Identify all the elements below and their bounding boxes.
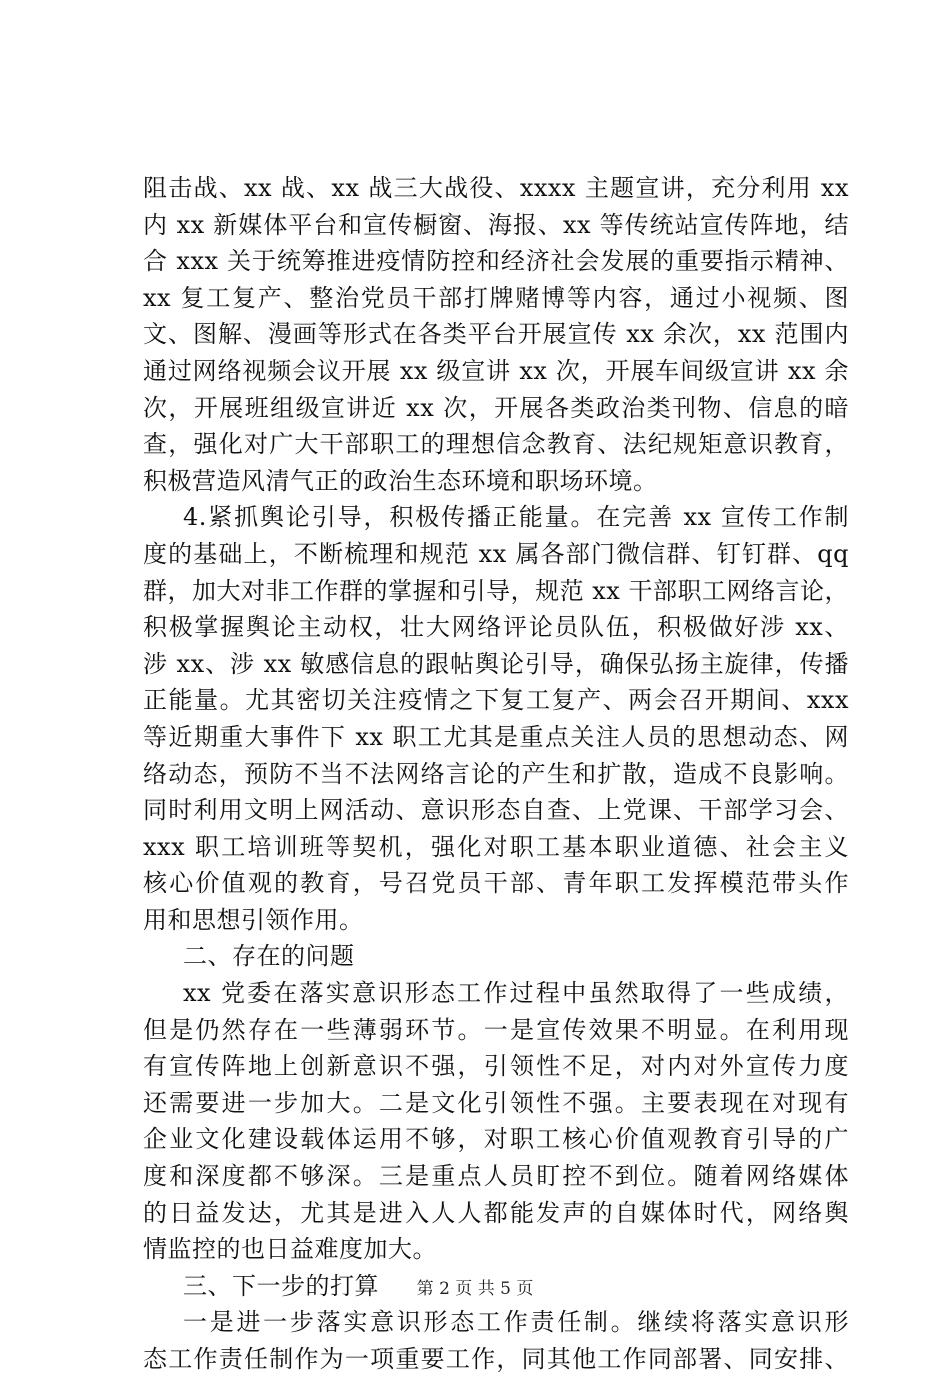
page-number-footer: 第 2 页 共 5 页 (416, 1279, 534, 1299)
text-line: 同时利用文明上网活动、意识形态自查、上党课、干部学习会、 (143, 796, 849, 825)
text-line: 积极营造风清气正的政治生态环境和职场环境。 (143, 466, 658, 495)
text-line: 次，开展班组级宣讲近 xx 次，开展各类政治类刊物、信息的暗 (143, 393, 849, 422)
text-line: 态工作责任制作为一项重要工作，同其他工作同部署、同安排、 (143, 1345, 849, 1373)
text-line: 络动态，预防不当不法网络言论的产生和扩散，造成不良影响。 (143, 759, 849, 788)
section-heading: 三、下一步的打算 (183, 1271, 379, 1300)
text-line: 合 xxx 关于统筹推进疫情防控和经济社会发展的重要指示精神、 (143, 247, 849, 276)
text-line: 内 xx 新媒体平台和宣传橱窗、海报、xx 等传统站宣传阵地，结 (143, 210, 849, 239)
text-line: 正能量。尤其密切关注疫情之下复工复产、两会召开期间、xxx (143, 686, 849, 715)
text-line: xx 党委在落实意识形态工作过程中虽然取得了一些成绩， (183, 979, 849, 1008)
text-line: 企业文化建设载体运用不够，对职工核心价值观教育引导的广 (143, 1125, 849, 1154)
text-line: 阻击战、xx 战、xx 战三大战役、xxxx 主题宣讲，充分利用 xx (143, 174, 849, 202)
text-line: 度的基础上，不断梳理和规范 xx 属各部门微信群、钉钉群、qq (143, 539, 849, 568)
text-line: 的日益发达，尤其是进入人人都能发声的自媒体时代，网络舆 (143, 1198, 849, 1227)
text-line: 有宣传阵地上创新意识不强，引领性不足，对内对外宣传力度 (143, 1052, 849, 1081)
text-line: 文、图解、漫画等形式在各类平台开展宣传 xx 余次，xx 范围内 (143, 320, 849, 349)
text-line: 一是进一步落实意识形态工作责任制。继续将落实意识形 (183, 1308, 849, 1337)
text-line: 通过网络视频会议开展 xx 级宣讲 xx 次，开展车间级宣讲 xx 余 (143, 356, 849, 385)
text-line: 但是仍然存在一些薄弱环节。一是宣传效果不明显。在利用现 (143, 1015, 849, 1044)
text-line: 等近期重大事件下 xx 职工尤其是重点关注人员的思想动态、网 (143, 722, 849, 751)
text-line: 情监控的也日益难度加大。 (143, 1235, 437, 1264)
text-line: xxx 职工培训班等契机，强化对职工基本职业道德、社会主义 (143, 832, 849, 861)
text-line: 还需要进一步加大。二是文化引领性不强。主要表现在对现有 (143, 1088, 849, 1117)
text-line: xx 复工复产、整治党员干部打牌赌博等内容，通过小视频、图 (143, 283, 849, 312)
text-line: 度和深度都不够深。三是重点人员盯控不到位。随着网络媒体 (143, 1162, 849, 1191)
text-line: 核心价值观的教育，号召党员干部、青年职工发挥模范带头作 (143, 869, 849, 898)
text-line: 用和思想引领作用。 (143, 905, 364, 934)
section-heading: 二、存在的问题 (183, 942, 355, 971)
text-line: 查，强化对广大干部职工的理想信念教育、法纪规矩意识教育， (143, 430, 849, 459)
document-body (143, 170, 849, 1378)
text-line: 涉 xx、涉 xx 敏感信息的跟帖舆论引导，确保弘扬主旋律，传播 (143, 649, 849, 678)
text-line: 群，加大对非工作群的掌握和引导，规范 xx 干部职工网络言论， (143, 576, 849, 605)
text-line: 积极掌握舆论主动权，壮大网络评论员队伍，积极做好涉 xx、 (143, 613, 849, 642)
text-line: 4.紧抓舆论引导，积极传播正能量。在完善 xx 宣传工作制 (183, 503, 849, 532)
